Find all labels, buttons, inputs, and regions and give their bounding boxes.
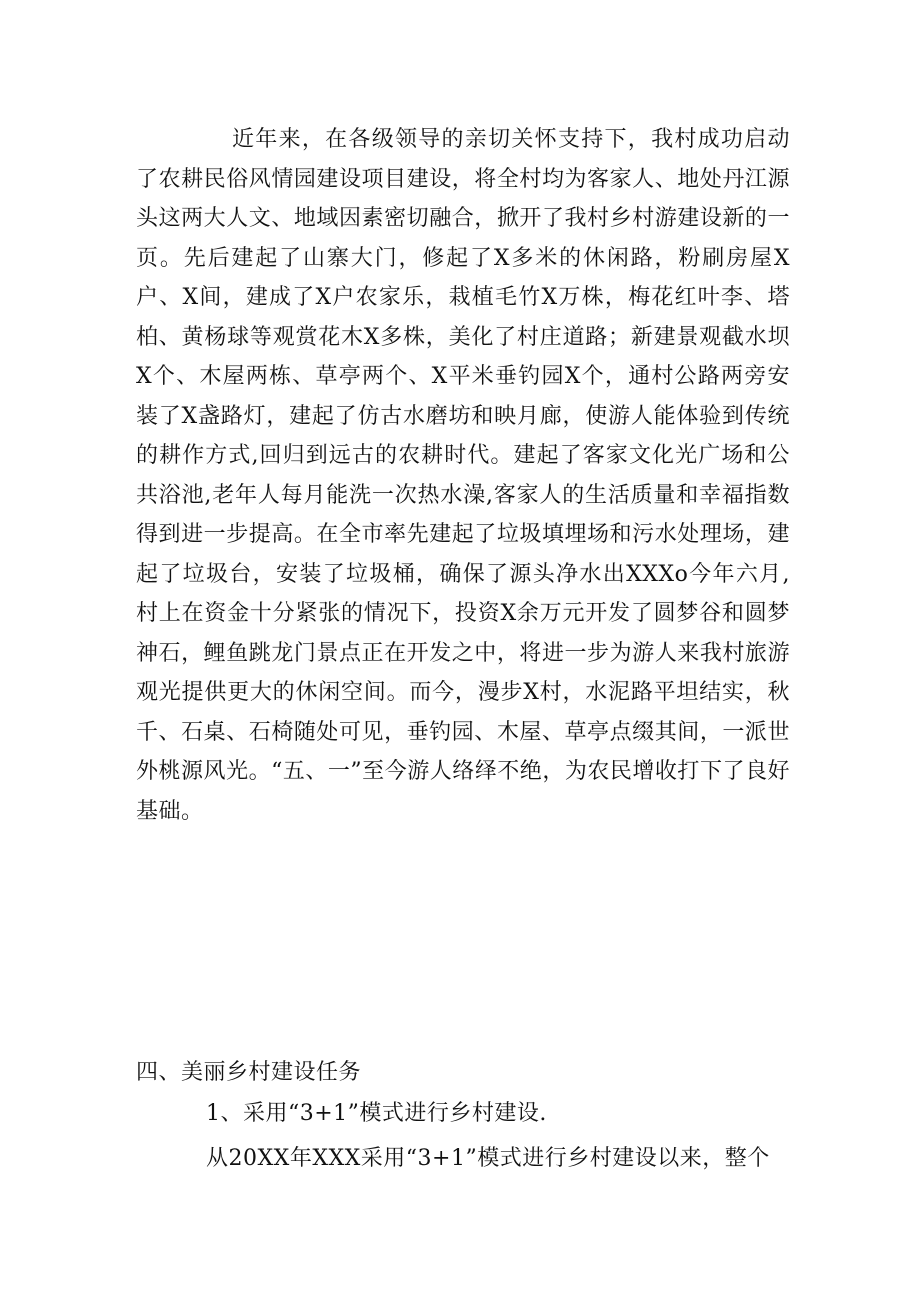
section-heading: 四、美丽乡村建设任务 — [136, 1060, 362, 1085]
subsection-heading: 1、采用“3+1”模式进行乡村建设. — [206, 1101, 547, 1126]
body-paragraph-continued: 从20XX年XXX采用“3+1”模式进行乡村建设以来，整个 — [206, 1146, 770, 1171]
body-paragraph: 近年来，在各级领导的亲切关怀支持下，我村成功启动了农耕民俗风情园建设项目建设，将全村均为客家人、地处丹江源头这两大人文、地域因素密切融合，掀开了我村乡村游建设新的一页。先后建起了山寨大门，修起了X多米的休闲路，粉刷房屋X户、X间，建成了X户农家乐，栽植毛竹X万株，梅花红叶李、塔柏、黄杨球等观赏花木X多株，美化了村庄道路；新建景观截水坝X个、木屋两栋、草亭两个、X平米垂钓园X个，通村公路两旁安装了X盏路灯，建起了仿古水磨坊和映月廊，使游人能体验到传统的耕作方式,回归到远古的农耕时代。建起了客家文化光广场和公共浴池,老年人每月能洗一次热水澡,客家人的生活质量和幸福指数得到进一步提高。在全市率先建起了垃圾填埋场和污水处理场，建起了垃圾台，安装了垃圾桶，确保了源头净水出XXXo今年六月,村上在资金十分紧张的情况下，投资X余万元开发了圆梦谷和圆梦神石，鲤鱼跳龙门景点正在开发之中，将进一步为游人来我村旅游观光提供更大的休闲空间。而今，漫步X村，水泥路平坦结实，秋千、石桌、石椅随处可见，垂钓园、木屋、草亭点缀其间，一派世外桃源风光。“五、一”至今游人络绎不绝，为农民增收打下了良好基础。 — [136, 127, 790, 824]
